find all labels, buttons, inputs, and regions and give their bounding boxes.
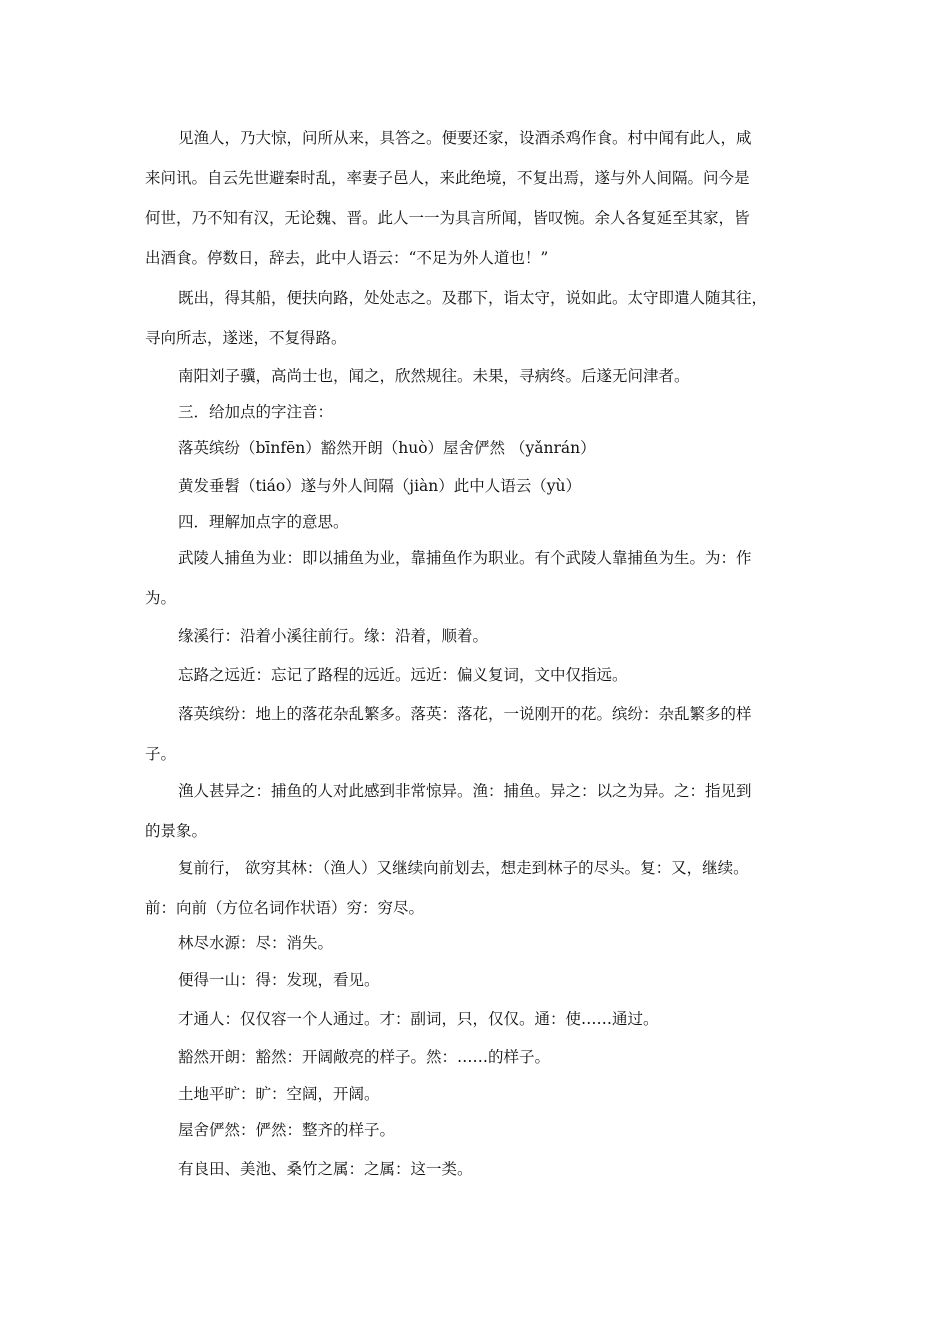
meaning-item-caitong [145,999,810,1039]
meaning-item-fuqian [145,848,810,928]
text-line: 有良田、美池、桑竹之属：之属：这一类。 [178,1160,473,1178]
text-line: 便得一山：得：发现，看见。 [178,971,380,989]
text-line: 林尽水源：尽：消失。 [178,934,334,952]
text-line: 落英缤纷：地上的落花杂乱繁多。落英：落花，一说刚开的花。缤纷：杂乱繁多的样 [178,705,752,723]
text-line: 渔人甚异之：捕鱼的人对此感到非常惊异。渔：捕鱼。异之：以之为异。之：指见到 [178,782,752,800]
text-line: 寻向所志，遂迷，不复得路。 [145,329,347,347]
text-line: 南阳刘子骥，高尚士也，闻之，欣然规往。未果，寻病终。后遂无问津者。 [178,367,690,385]
text-line: 豁然开朗：豁然：开阔敞亮的样子。然：……的样子。 [178,1048,551,1066]
text-line: 忘路之远近：忘记了路程的远近。远近：偏义复词，文中仅指远。 [178,666,628,684]
meaning-item-huoran [145,1037,810,1077]
text-line: 的景象。 [145,822,208,840]
text-line: 子。 [145,745,177,763]
pronunciation-line-2 [145,466,810,506]
paragraph-villagers-welcome [145,118,810,278]
text-line: 来问讯。自云先世避秦时乱，率妻子邑人，来此绝境，不复出焉，遂与外人间隔。问今是 [145,169,750,187]
text-line: 四．理解加点字的意思。 [178,513,349,531]
section-heading-pronunciation [145,394,810,431]
meaning-item-yuanjin [145,655,810,695]
meaning-item-linjin [145,925,810,962]
text-line: 为。 [145,589,177,607]
meaning-item-shenyi [145,771,810,851]
text-line: 前：向前（方位名词作状语）穷：穷尽。 [145,899,425,917]
meaning-item-wuling [145,538,810,618]
text-line: 才通人：仅仅容一个人通过。才：副词，只，仅仅。通：使……通过。 [178,1010,659,1028]
meaning-item-yanran [145,1112,810,1149]
text-line: 武陵人捕鱼为业：即以捕鱼为业，靠捕鱼作为职业。有个武陵人靠捕鱼为生。为：作 [178,549,752,567]
text-line: 黄发垂髫（tiáo）遂与外人间隔（jiàn）此中人语云（yù） [178,477,581,495]
text-line: 三．给加点的字注音： [178,403,334,421]
meaning-item-zhishu [145,1149,810,1189]
pronunciation-line-1 [145,428,810,468]
paragraph-liu-ziji [145,356,810,396]
meaning-item-yuanxi [145,616,810,656]
section-heading-meaning [145,504,810,541]
paragraph-leaving [145,278,810,358]
meaning-item-luoying [145,694,810,774]
text-line: 既出，得其船，便扶向路，处处志之。及郡下，诣太守，说如此。太守即遣人随其往， [178,289,768,307]
text-line: 何世，乃不知有汉，无论魏、晋。此人一一为具言所闻，皆叹惋。余人各复延至其家，皆 [145,209,750,227]
text-line: 见渔人，乃大惊，问所从来，具答之。便要还家，设酒杀鸡作食。村中闻有此人，咸 [178,129,752,147]
text-line: 复前行， 欲穷其林：（渔人）又继续向前划去，想走到林子的尽头。复：又，继续。 [178,859,749,877]
meaning-item-bian [145,962,810,999]
text-line: 缘溪行：沿着小溪往前行。缘：沿着，顺着。 [178,627,489,645]
text-line: 屋舍俨然：俨然：整齐的样子。 [178,1121,396,1139]
text-line: 出酒食。停数日，辞去，此中人语云：“不足为外人道也！” [145,249,549,267]
text-line: 土地平旷：旷：空阔，开阔。 [178,1085,380,1103]
text-line: 落英缤纷（bīnfēn）豁然开朗（huò）屋舍俨然 （yǎnrán） [178,439,596,457]
meaning-item-kuang [145,1076,810,1113]
